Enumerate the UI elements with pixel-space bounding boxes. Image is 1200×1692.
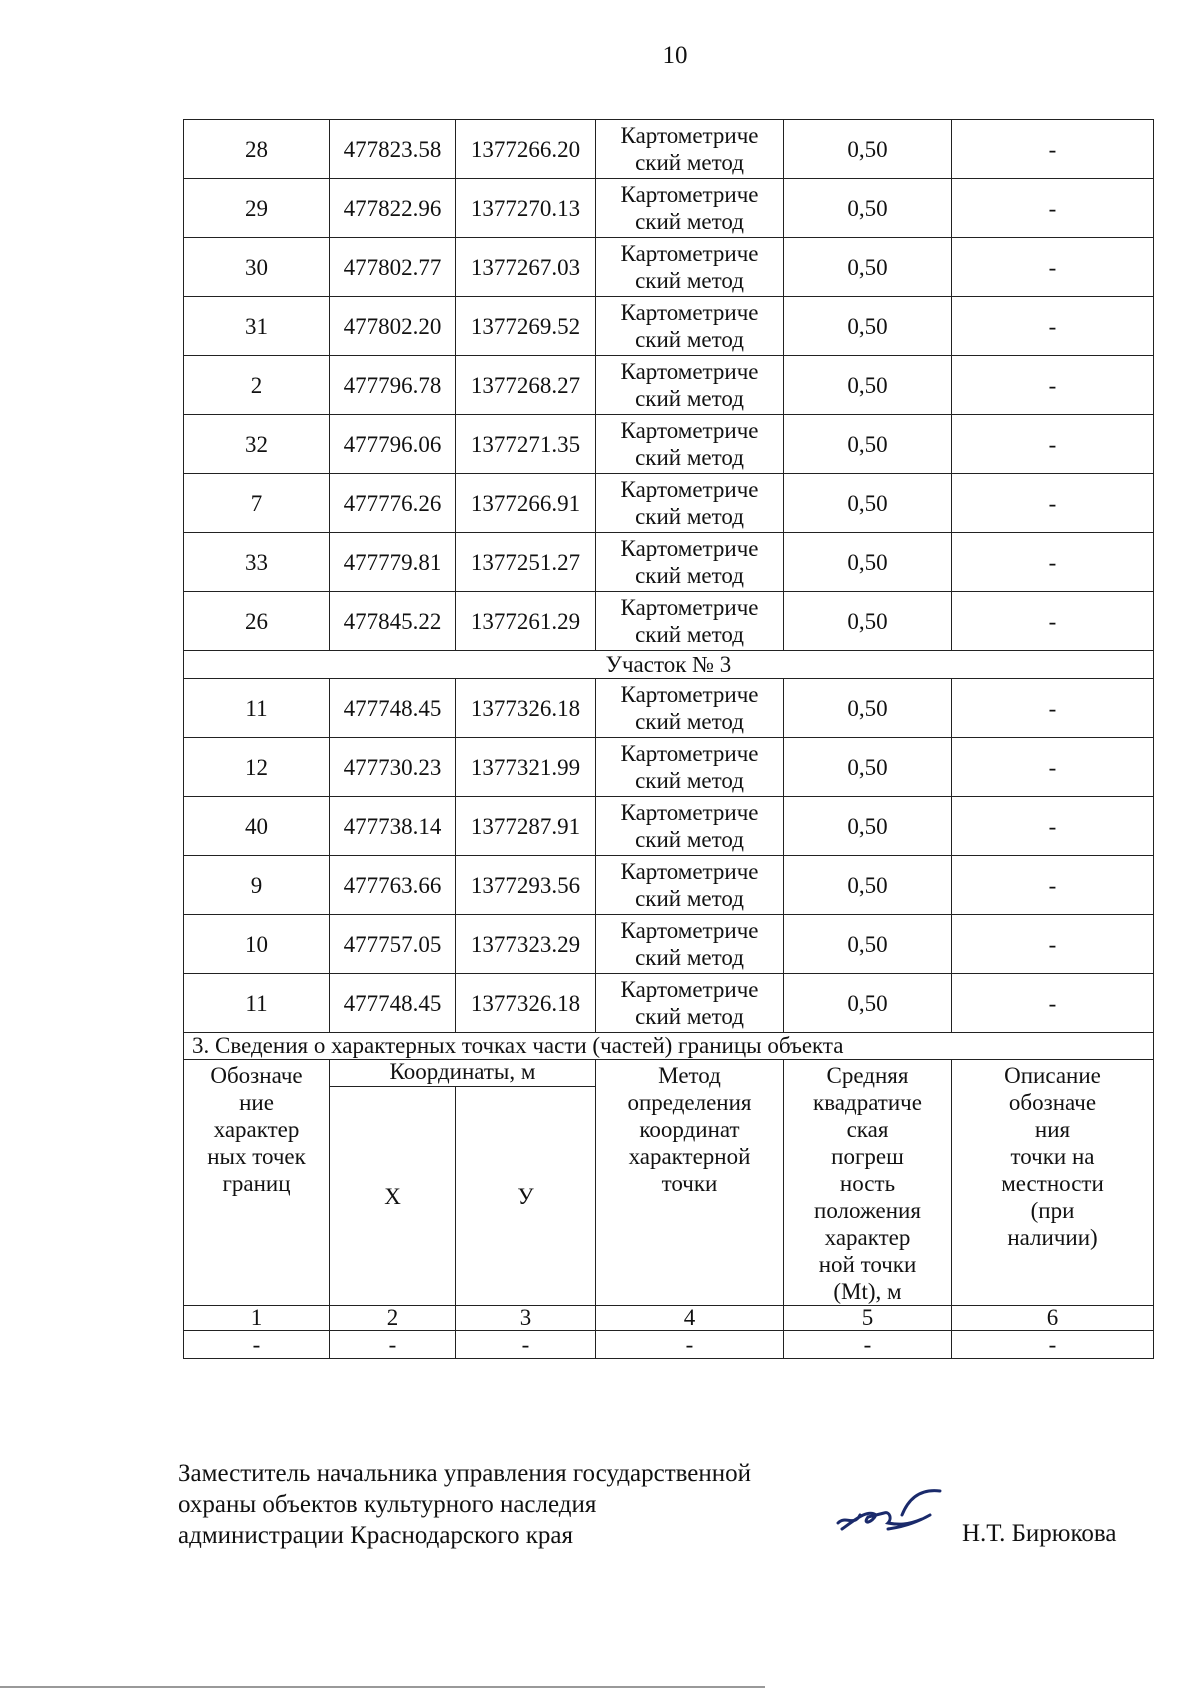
header-line: (Mt), м xyxy=(833,1279,902,1304)
header-line: квадратиче xyxy=(813,1090,922,1115)
coord-x: 477823.58 xyxy=(330,120,456,179)
point-description: - xyxy=(952,592,1154,651)
table-row xyxy=(184,297,1154,356)
dash-cell: - xyxy=(456,1331,596,1359)
table3-title-row xyxy=(184,1033,1154,1060)
method-line: Картометриче xyxy=(620,300,759,325)
dash-cell: - xyxy=(330,1331,456,1359)
coord-y: 1377261.29 xyxy=(456,592,596,651)
coord-y: 1377269.52 xyxy=(456,297,596,356)
coord-y: 1377326.18 xyxy=(456,974,596,1033)
header-coordinates: Координаты, м xyxy=(330,1060,596,1087)
coord-y: 1377321.99 xyxy=(456,738,596,797)
header-mean-square-error xyxy=(784,1060,952,1306)
mean-square-error: 0,50 xyxy=(784,679,952,738)
coord-x: 477796.06 xyxy=(330,415,456,474)
header-line: границ xyxy=(222,1171,291,1196)
method-line: Картометриче xyxy=(620,241,759,266)
column-number: 5 xyxy=(784,1306,952,1331)
mean-square-error: 0,50 xyxy=(784,179,952,238)
method-line: Картометриче xyxy=(620,682,759,707)
point-description: - xyxy=(952,474,1154,533)
point-number: 28 xyxy=(184,120,330,179)
point-description: - xyxy=(952,915,1154,974)
header-line: ние xyxy=(239,1090,274,1115)
dash-cell: - xyxy=(784,1331,952,1359)
method xyxy=(596,679,784,738)
method-line: Картометриче xyxy=(620,741,759,766)
table-row xyxy=(184,415,1154,474)
mean-square-error: 0,50 xyxy=(784,915,952,974)
point-number: 12 xyxy=(184,738,330,797)
mean-square-error: 0,50 xyxy=(784,120,952,179)
position-line: администрации Краснодарского края xyxy=(178,1522,574,1549)
point-description: - xyxy=(952,179,1154,238)
method xyxy=(596,856,784,915)
table-row xyxy=(184,592,1154,651)
point-description: - xyxy=(952,356,1154,415)
method-line: ский метод xyxy=(635,563,744,588)
coord-x: 477796.78 xyxy=(330,356,456,415)
method-line: ский метод xyxy=(635,504,744,529)
method xyxy=(596,120,784,179)
dash-cell: - xyxy=(952,1331,1154,1359)
column-number: 2 xyxy=(330,1306,456,1331)
point-description: - xyxy=(952,415,1154,474)
point-description: - xyxy=(952,974,1154,1033)
mean-square-error: 0,50 xyxy=(784,415,952,474)
method-line: Картометриче xyxy=(620,595,759,620)
header-line: точки xyxy=(661,1171,718,1196)
method-line: Картометриче xyxy=(620,859,759,884)
coordinates-table xyxy=(183,119,1154,1359)
method-line: Картометриче xyxy=(620,977,759,1002)
scan-edge-line xyxy=(0,1686,765,1688)
mean-square-error: 0,50 xyxy=(784,356,952,415)
coord-y: 1377266.20 xyxy=(456,120,596,179)
header-designation xyxy=(184,1060,330,1306)
method-line: ский метод xyxy=(635,622,744,647)
point-number: 33 xyxy=(184,533,330,592)
coord-y: 1377326.18 xyxy=(456,679,596,738)
method-line: Картометриче xyxy=(620,182,759,207)
point-description: - xyxy=(952,679,1154,738)
method xyxy=(596,238,784,297)
point-number: 29 xyxy=(184,179,330,238)
coord-y: 1377251.27 xyxy=(456,533,596,592)
header-line: Обозначе xyxy=(210,1063,303,1088)
mean-square-error: 0,50 xyxy=(784,297,952,356)
coord-x: 477763.66 xyxy=(330,856,456,915)
header-line: точки на xyxy=(1010,1144,1095,1169)
table3-header-row xyxy=(184,1060,1154,1087)
coord-y: 1377287.91 xyxy=(456,797,596,856)
method-line: Картометриче xyxy=(620,418,759,443)
dash-cell: - xyxy=(184,1331,330,1359)
mean-square-error: 0,50 xyxy=(784,738,952,797)
coord-y: 1377270.13 xyxy=(456,179,596,238)
point-number: 2 xyxy=(184,356,330,415)
point-description: - xyxy=(952,238,1154,297)
method-line: ский метод xyxy=(635,768,744,793)
table-row xyxy=(184,974,1154,1033)
point-number: 11 xyxy=(184,974,330,1033)
header-line: Описание xyxy=(1004,1063,1101,1088)
method xyxy=(596,738,784,797)
coord-x: 477822.96 xyxy=(330,179,456,238)
table-row xyxy=(184,474,1154,533)
table-row xyxy=(184,238,1154,297)
point-number: 32 xyxy=(184,415,330,474)
column-number: 6 xyxy=(952,1306,1154,1331)
coord-y: 1377323.29 xyxy=(456,915,596,974)
coord-x: 477776.26 xyxy=(330,474,456,533)
point-number: 9 xyxy=(184,856,330,915)
point-number: 7 xyxy=(184,474,330,533)
method-line: ский метод xyxy=(635,150,744,175)
method xyxy=(596,297,784,356)
mean-square-error: 0,50 xyxy=(784,856,952,915)
table-row xyxy=(184,179,1154,238)
coord-x: 477845.22 xyxy=(330,592,456,651)
method-line: ский метод xyxy=(635,827,744,852)
header-line: наличии) xyxy=(1007,1225,1098,1250)
section2-rows xyxy=(184,120,1154,651)
header-line: ной точки xyxy=(818,1252,917,1277)
table3-title: 3. Сведения о характерных точках части (частей) границы объекта xyxy=(184,1033,1154,1060)
table-row xyxy=(184,533,1154,592)
point-number: 31 xyxy=(184,297,330,356)
method-line: ский метод xyxy=(635,945,744,970)
header-method xyxy=(596,1060,784,1306)
mean-square-error: 0,50 xyxy=(784,797,952,856)
table-row xyxy=(184,356,1154,415)
empty-data-row xyxy=(184,1331,1154,1359)
method xyxy=(596,474,784,533)
coord-x: 477748.45 xyxy=(330,679,456,738)
table-row xyxy=(184,856,1154,915)
method xyxy=(596,797,784,856)
coord-y: 1377266.91 xyxy=(456,474,596,533)
coord-y: 1377293.56 xyxy=(456,856,596,915)
point-description: - xyxy=(952,856,1154,915)
header-line: определения xyxy=(627,1090,752,1115)
method-line: ский метод xyxy=(635,268,744,293)
table-row xyxy=(184,679,1154,738)
header-line: обозначе xyxy=(1008,1090,1097,1115)
method-line: ский метод xyxy=(635,886,744,911)
method xyxy=(596,415,784,474)
coord-x: 477757.05 xyxy=(330,915,456,974)
method-line: ский метод xyxy=(635,709,744,734)
method xyxy=(596,592,784,651)
column-number: 4 xyxy=(596,1306,784,1331)
method xyxy=(596,356,784,415)
table-row xyxy=(184,738,1154,797)
header-line: погреш xyxy=(831,1144,904,1169)
header-line: Средняя xyxy=(826,1063,909,1088)
method-line: Картометриче xyxy=(620,800,759,825)
method-line: Картометриче xyxy=(620,918,759,943)
point-description: - xyxy=(952,533,1154,592)
header-line: Метод xyxy=(658,1063,721,1088)
mean-square-error: 0,50 xyxy=(784,974,952,1033)
method-line: Картометриче xyxy=(620,477,759,502)
position-line: Заместитель начальника управления государственной xyxy=(178,1460,752,1487)
header-line: характер xyxy=(824,1225,911,1250)
point-description: - xyxy=(952,297,1154,356)
header-description xyxy=(952,1060,1154,1306)
mean-square-error: 0,50 xyxy=(784,592,952,651)
method xyxy=(596,533,784,592)
mean-square-error: 0,50 xyxy=(784,533,952,592)
point-number: 40 xyxy=(184,797,330,856)
header-line: ская xyxy=(846,1117,889,1142)
point-description: - xyxy=(952,120,1154,179)
column-number: 3 xyxy=(456,1306,596,1331)
header-line: ность xyxy=(839,1171,896,1196)
method-line: ский метод xyxy=(635,1004,744,1029)
header-line: ных точек xyxy=(207,1144,306,1169)
column-numbers-row xyxy=(184,1306,1154,1331)
coord-y: 1377268.27 xyxy=(456,356,596,415)
method-line: Картометриче xyxy=(620,123,759,148)
header-y: У xyxy=(456,1086,596,1305)
method xyxy=(596,179,784,238)
point-description: - xyxy=(952,738,1154,797)
page-number: 10 xyxy=(662,42,688,69)
point-number: 30 xyxy=(184,238,330,297)
method xyxy=(596,974,784,1033)
method-line: Картометриче xyxy=(620,359,759,384)
method xyxy=(596,915,784,974)
table-row xyxy=(184,915,1154,974)
signatory-name: Н.Т. Бирюкова xyxy=(962,1520,1117,1547)
point-number: 11 xyxy=(184,679,330,738)
point-number: 26 xyxy=(184,592,330,651)
header-line: (при xyxy=(1030,1198,1075,1223)
table-row xyxy=(184,797,1154,856)
header-line: характерной xyxy=(628,1144,751,1169)
mean-square-error: 0,50 xyxy=(784,474,952,533)
method-line: ский метод xyxy=(635,445,744,470)
header-line: местности xyxy=(1001,1171,1104,1196)
section3-label: Участок № 3 xyxy=(184,651,1154,679)
column-number: 1 xyxy=(184,1306,330,1331)
signatory-position xyxy=(178,1458,751,1551)
point-number: 10 xyxy=(184,915,330,974)
method-line: ский метод xyxy=(635,327,744,352)
header-line: характер xyxy=(213,1117,300,1142)
coord-x: 477730.23 xyxy=(330,738,456,797)
mean-square-error: 0,50 xyxy=(784,238,952,297)
method-line: ский метод xyxy=(635,386,744,411)
coord-x: 477802.20 xyxy=(330,297,456,356)
coord-x: 477748.45 xyxy=(330,974,456,1033)
position-line: охраны объектов культурного наследия xyxy=(178,1491,597,1518)
coord-x: 477779.81 xyxy=(330,533,456,592)
section3-rows xyxy=(184,679,1154,1033)
header-line: ния xyxy=(1034,1117,1071,1142)
coord-y: 1377271.35 xyxy=(456,415,596,474)
point-description: - xyxy=(952,797,1154,856)
method-line: Картометриче xyxy=(620,536,759,561)
table-row xyxy=(184,120,1154,179)
header-x: Х xyxy=(330,1086,456,1305)
section-header-row xyxy=(184,651,1154,679)
method-line: ский метод xyxy=(635,209,744,234)
coord-x: 477738.14 xyxy=(330,797,456,856)
dash-cell: - xyxy=(596,1331,784,1359)
coord-y: 1377267.03 xyxy=(456,238,596,297)
handwritten-signature xyxy=(832,1485,952,1547)
header-line: координат xyxy=(639,1117,740,1142)
header-line: положения xyxy=(814,1198,921,1223)
coord-x: 477802.77 xyxy=(330,238,456,297)
